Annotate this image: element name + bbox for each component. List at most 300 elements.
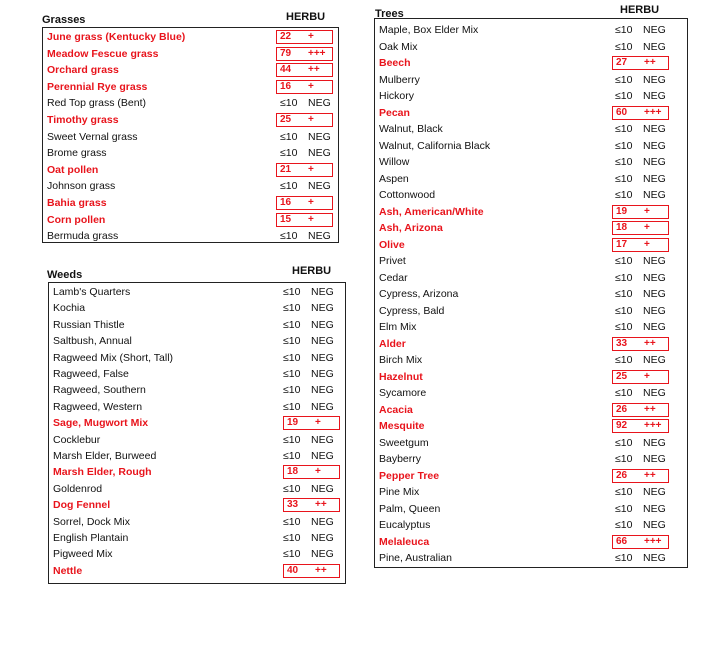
table-row [375, 435, 687, 452]
negative-result [283, 530, 334, 546]
allergen-name: Saltbush, Annual [53, 335, 132, 348]
allergen-name: Marsh Elder, Burweed [53, 450, 157, 462]
result-value: ≤10 [615, 453, 633, 465]
allergen-name: Orchard grass [47, 64, 119, 77]
allergen-name: Perennial Rye grass [47, 80, 148, 93]
result-value: 60 [616, 106, 628, 118]
table-row [375, 204, 687, 221]
table-row [43, 29, 338, 46]
allergen-name: Melaleuca [379, 535, 430, 548]
allergen-name: Pine Mix [379, 486, 420, 498]
table-row [49, 432, 345, 449]
allergen-name: Pine, Australian [379, 552, 452, 564]
allergen-name: Ragweed, Western [53, 400, 143, 413]
positive-result [612, 221, 669, 235]
allergen-name: Pepper Tree [379, 469, 440, 482]
negative-result [615, 270, 666, 286]
trees-table [374, 18, 688, 568]
result-value: ≤10 [615, 73, 633, 86]
result-value: 16 [280, 80, 292, 92]
table-row [43, 162, 338, 179]
positive-result [612, 419, 669, 433]
result-grade: NEG [311, 384, 334, 397]
table-row [375, 303, 687, 320]
negative-result [283, 481, 334, 497]
result-grade: NEG [311, 433, 334, 446]
result-grade: NEG [643, 40, 666, 53]
allergen-name: Maple, Box Elder Mix [379, 24, 479, 36]
allergen-name: Johnson grass [47, 180, 116, 193]
result-grade: NEG [643, 73, 666, 86]
allergen-name: Nettle [53, 564, 83, 577]
result-grade: + [644, 238, 650, 250]
allergen-name: Alder [379, 337, 406, 350]
negative-result [615, 319, 666, 335]
positive-result [612, 238, 669, 252]
positive-result [612, 337, 669, 351]
result-value: ≤10 [615, 321, 633, 333]
negative-result [615, 121, 666, 137]
result-value: ≤10 [615, 486, 633, 498]
result-value: 18 [616, 222, 628, 233]
negative-result [283, 448, 334, 464]
grasses-herbu-header: HERBU [286, 11, 326, 23]
result-grade: NEG [643, 321, 666, 333]
allergen-name: Birch Mix [379, 354, 423, 366]
negative-result [615, 303, 666, 319]
result-grade: + [308, 197, 314, 208]
positive-result [276, 63, 333, 77]
table-row [375, 402, 687, 419]
table-row [43, 129, 338, 146]
result-value: ≤10 [283, 515, 301, 528]
result-value: ≤10 [283, 548, 301, 561]
result-value: 19 [287, 417, 299, 429]
negative-result [283, 432, 334, 448]
negative-result [280, 129, 331, 145]
result-value: ≤10 [280, 147, 298, 160]
positive-result [283, 564, 340, 578]
result-grade: ++ [644, 57, 656, 68]
negative-result [615, 154, 666, 170]
result-grade: + [644, 370, 650, 382]
negative-result [280, 228, 331, 244]
table-row [375, 237, 687, 254]
allergen-name: Pecan [379, 106, 410, 119]
positive-result [612, 370, 669, 384]
allergen-name: Willow [379, 156, 410, 168]
result-grade: + [644, 222, 650, 233]
result-grade: NEG [308, 97, 331, 110]
table-row [49, 497, 345, 514]
positive-result [283, 416, 340, 430]
positive-result [276, 163, 333, 177]
allergen-name: Palm, Queen [379, 502, 441, 515]
result-grade: NEG [643, 24, 666, 36]
result-value: ≤10 [280, 97, 298, 110]
allergen-name: Brome grass [47, 147, 107, 160]
positive-result [612, 469, 669, 483]
table-row [43, 112, 338, 129]
result-grade: ++ [644, 469, 656, 481]
allergen-name: English Plantain [53, 532, 129, 544]
result-grade: + [308, 114, 314, 125]
result-grade: NEG [643, 519, 666, 531]
table-row [375, 72, 687, 89]
result-grade: NEG [311, 482, 334, 495]
allergen-name: Oat pollen [47, 163, 99, 176]
allergen-name: Timothy grass [47, 114, 119, 126]
table-row [49, 366, 345, 383]
table-row [375, 39, 687, 56]
result-grade: + [308, 31, 314, 42]
negative-result [615, 253, 666, 269]
allergen-name: Corn pollen [47, 213, 106, 226]
result-value: 18 [287, 466, 299, 478]
allergen-name: Beech [379, 57, 411, 69]
table-row [49, 300, 345, 317]
table-row [49, 448, 345, 465]
negative-result [615, 171, 666, 187]
result-grade: NEG [643, 502, 666, 515]
result-value: ≤10 [615, 519, 633, 531]
table-row [43, 228, 338, 245]
table-row [43, 95, 338, 112]
table-row [375, 171, 687, 188]
negative-result [615, 138, 666, 154]
allergen-name: Cypress, Bald [379, 304, 445, 317]
allergen-name: Hazelnut [379, 370, 423, 383]
allergen-name: Ragweed, Southern [53, 384, 146, 397]
allergen-name: Ash, Arizona [379, 222, 443, 234]
negative-result [615, 22, 666, 38]
table-row [43, 46, 338, 63]
table-row [43, 195, 338, 212]
negative-result [283, 546, 334, 562]
result-grade: ++ [315, 564, 327, 576]
result-grade: NEG [643, 123, 666, 135]
grasses-title: Grasses [42, 14, 86, 26]
table-row [49, 333, 345, 350]
weeds-herbu-header: HERBU [292, 265, 332, 277]
allergen-name: Sweet Vernal grass [47, 130, 138, 143]
table-row [43, 145, 338, 162]
weeds-title: Weeds [47, 269, 83, 281]
allergen-name: Ragweed, False [53, 368, 129, 380]
result-grade: NEG [643, 172, 666, 185]
table-row [375, 484, 687, 501]
negative-result [283, 514, 334, 530]
result-value: 25 [280, 114, 292, 125]
result-value: 21 [280, 163, 292, 175]
negative-result [615, 517, 666, 533]
result-value: 26 [616, 403, 628, 415]
allergen-name: Mesquite [379, 420, 425, 432]
allergen-name: Hickory [379, 90, 415, 102]
negative-result [283, 366, 334, 382]
allergen-name: Sycamore [379, 387, 427, 399]
negative-result [280, 95, 331, 111]
result-grade: NEG [311, 532, 334, 544]
negative-result [615, 484, 666, 500]
result-grade: NEG [311, 286, 334, 298]
allergen-name: Kochia [53, 302, 86, 315]
result-value: ≤10 [615, 172, 633, 185]
allergen-name: Cottonwood [379, 189, 436, 201]
result-grade: NEG [311, 400, 334, 413]
allergen-name: Dog Fennel [53, 499, 111, 512]
table-row [49, 563, 345, 580]
result-value: ≤10 [615, 189, 633, 201]
allergen-name: Goldenrod [53, 482, 103, 495]
table-row [43, 212, 338, 229]
table-row [375, 501, 687, 518]
table-row [375, 385, 687, 402]
allergen-name: Acacia [379, 403, 413, 416]
positive-result [612, 56, 669, 70]
result-value: ≤10 [615, 24, 633, 36]
table-row [49, 481, 345, 498]
result-grade: ++ [644, 337, 656, 349]
result-grade: NEG [308, 180, 331, 193]
allergen-name: June grass (Kentucky Blue) [47, 31, 186, 43]
result-grade: NEG [311, 368, 334, 380]
result-value: ≤10 [615, 139, 633, 152]
result-grade: NEG [643, 486, 666, 498]
result-value: ≤10 [283, 286, 301, 298]
table-row [375, 319, 687, 336]
negative-result [615, 385, 666, 401]
result-grade: NEG [643, 354, 666, 366]
table-row [375, 352, 687, 369]
result-grade: NEG [308, 130, 331, 143]
result-grade: NEG [643, 552, 666, 564]
positive-result [276, 196, 333, 210]
positive-result [283, 465, 340, 479]
result-value: ≤10 [283, 351, 301, 364]
result-grade: NEG [643, 304, 666, 317]
table-row [49, 530, 345, 547]
table-row [375, 336, 687, 353]
table-row [375, 286, 687, 303]
positive-result [283, 498, 340, 512]
negative-result [615, 286, 666, 302]
allergen-name: Bayberry [379, 453, 422, 465]
negative-result [283, 333, 334, 349]
negative-result [615, 451, 666, 467]
positive-result [276, 47, 333, 61]
result-value: 92 [616, 420, 628, 431]
result-value: ≤10 [283, 335, 301, 348]
negative-result [615, 39, 666, 55]
table-row [43, 62, 338, 79]
result-value: ≤10 [615, 387, 633, 399]
result-value: ≤10 [615, 436, 633, 449]
table-row [375, 534, 687, 551]
negative-result [280, 178, 331, 194]
result-grade: NEG [311, 351, 334, 364]
result-grade: NEG [311, 318, 334, 331]
table-row [375, 253, 687, 270]
result-grade: ++ [315, 499, 327, 511]
positive-result [612, 106, 669, 120]
result-value: 66 [616, 535, 628, 547]
allergen-name: Bahia grass [47, 197, 107, 209]
result-grade: NEG [311, 302, 334, 315]
negative-result [615, 187, 666, 203]
result-value: 33 [287, 499, 299, 511]
result-grade: ++ [308, 64, 320, 76]
positive-result [612, 205, 669, 219]
table-row [49, 464, 345, 481]
result-value: ≤10 [280, 130, 298, 143]
negative-result [283, 399, 334, 415]
result-grade: NEG [643, 255, 666, 267]
result-value: 25 [616, 370, 628, 382]
allergen-name: Walnut, Black [379, 123, 443, 135]
allergen-name: Pigweed Mix [53, 548, 113, 561]
allergen-name: Aspen [379, 172, 409, 185]
result-value: ≤10 [615, 123, 633, 135]
negative-result [280, 145, 331, 161]
allergen-name: Ragweed Mix (Short, Tall) [53, 351, 174, 364]
table-row [43, 178, 338, 195]
allergen-name: Privet [379, 255, 406, 267]
result-grade: +++ [644, 535, 662, 547]
table-row [375, 550, 687, 567]
table-row [375, 22, 687, 39]
table-row [49, 546, 345, 563]
result-grade: NEG [311, 335, 334, 348]
trees-title: Trees [375, 8, 404, 20]
allergen-name: Sorrel, Dock Mix [53, 515, 131, 528]
allergen-name: Marsh Elder, Rough [53, 466, 152, 479]
result-value: 15 [280, 213, 292, 225]
result-grade: NEG [643, 387, 666, 399]
result-value: 33 [616, 337, 628, 349]
result-grade: +++ [644, 106, 662, 118]
result-value: ≤10 [283, 302, 301, 315]
result-value: 79 [280, 47, 292, 59]
result-grade: NEG [643, 288, 666, 300]
result-grade: NEG [643, 436, 666, 449]
result-value: ≤10 [283, 482, 301, 495]
result-value: ≤10 [280, 180, 298, 193]
table-row [375, 55, 687, 72]
allergen-name: Red Top grass (Bent) [47, 97, 147, 110]
positive-result [276, 30, 333, 44]
result-value: ≤10 [283, 532, 301, 544]
result-grade: NEG [311, 450, 334, 462]
table-row [375, 220, 687, 237]
result-grade: + [644, 205, 650, 217]
allergen-name: Meadow Fescue grass [47, 47, 159, 60]
result-grade: + [315, 466, 321, 478]
allergen-name: Russian Thistle [53, 318, 125, 331]
result-value: ≤10 [615, 271, 633, 284]
result-grade: NEG [643, 189, 666, 201]
negative-result [615, 550, 666, 566]
result-value: ≤10 [283, 400, 301, 413]
allergen-name: Cypress, Arizona [379, 288, 459, 300]
result-value: 22 [280, 31, 292, 42]
table-row [49, 415, 345, 432]
table-row [49, 350, 345, 367]
grasses-table [42, 27, 339, 243]
negative-result [615, 501, 666, 517]
positive-result [612, 535, 669, 549]
table-row [375, 88, 687, 105]
trees-herbu-header: HERBU [620, 4, 660, 16]
result-value: 44 [280, 64, 292, 76]
result-value: ≤10 [615, 354, 633, 366]
negative-result [615, 435, 666, 451]
result-value: ≤10 [283, 384, 301, 397]
positive-result [612, 403, 669, 417]
result-value: 40 [287, 564, 299, 576]
allergen-name: Elm Mix [379, 321, 417, 333]
table-row [375, 468, 687, 485]
table-row [375, 369, 687, 386]
table-row [43, 79, 338, 96]
result-grade: NEG [643, 90, 666, 102]
table-row [375, 105, 687, 122]
result-value: ≤10 [615, 552, 633, 564]
weeds-table [48, 282, 346, 584]
result-value: 26 [616, 469, 628, 481]
allergen-name: Sweetgum [379, 436, 429, 449]
table-row [375, 187, 687, 204]
allergen-name: Lamb's Quarters [53, 286, 131, 298]
positive-result [276, 80, 333, 94]
result-grade: NEG [308, 230, 331, 243]
positive-result [276, 113, 333, 127]
result-value: 16 [280, 197, 292, 208]
negative-result [283, 284, 334, 300]
negative-result [283, 300, 334, 316]
allergen-name: Olive [379, 238, 405, 251]
result-value: ≤10 [283, 433, 301, 446]
table-row [375, 138, 687, 155]
result-value: ≤10 [615, 502, 633, 515]
result-value: 17 [616, 238, 628, 250]
result-grade: + [308, 163, 314, 175]
result-grade: + [308, 80, 314, 92]
table-row [375, 451, 687, 468]
allergen-name: Cocklebur [53, 433, 101, 446]
result-grade: + [315, 417, 321, 429]
negative-result [283, 382, 334, 398]
result-grade: NEG [311, 515, 334, 528]
result-value: ≤10 [283, 368, 301, 380]
table-row [375, 517, 687, 534]
result-value: ≤10 [615, 40, 633, 53]
result-grade: NEG [643, 453, 666, 465]
table-row [375, 270, 687, 287]
result-grade: NEG [643, 139, 666, 152]
allergen-name: Cedar [379, 271, 408, 284]
result-grade: +++ [308, 47, 326, 59]
result-grade: ++ [644, 403, 656, 415]
table-row [49, 382, 345, 399]
negative-result [283, 350, 334, 366]
result-value: ≤10 [283, 318, 301, 331]
result-value: ≤10 [280, 230, 298, 243]
allergen-name: Oak Mix [379, 40, 418, 53]
result-grade: NEG [643, 156, 666, 168]
result-value: ≤10 [615, 90, 633, 102]
result-grade: +++ [644, 420, 662, 431]
